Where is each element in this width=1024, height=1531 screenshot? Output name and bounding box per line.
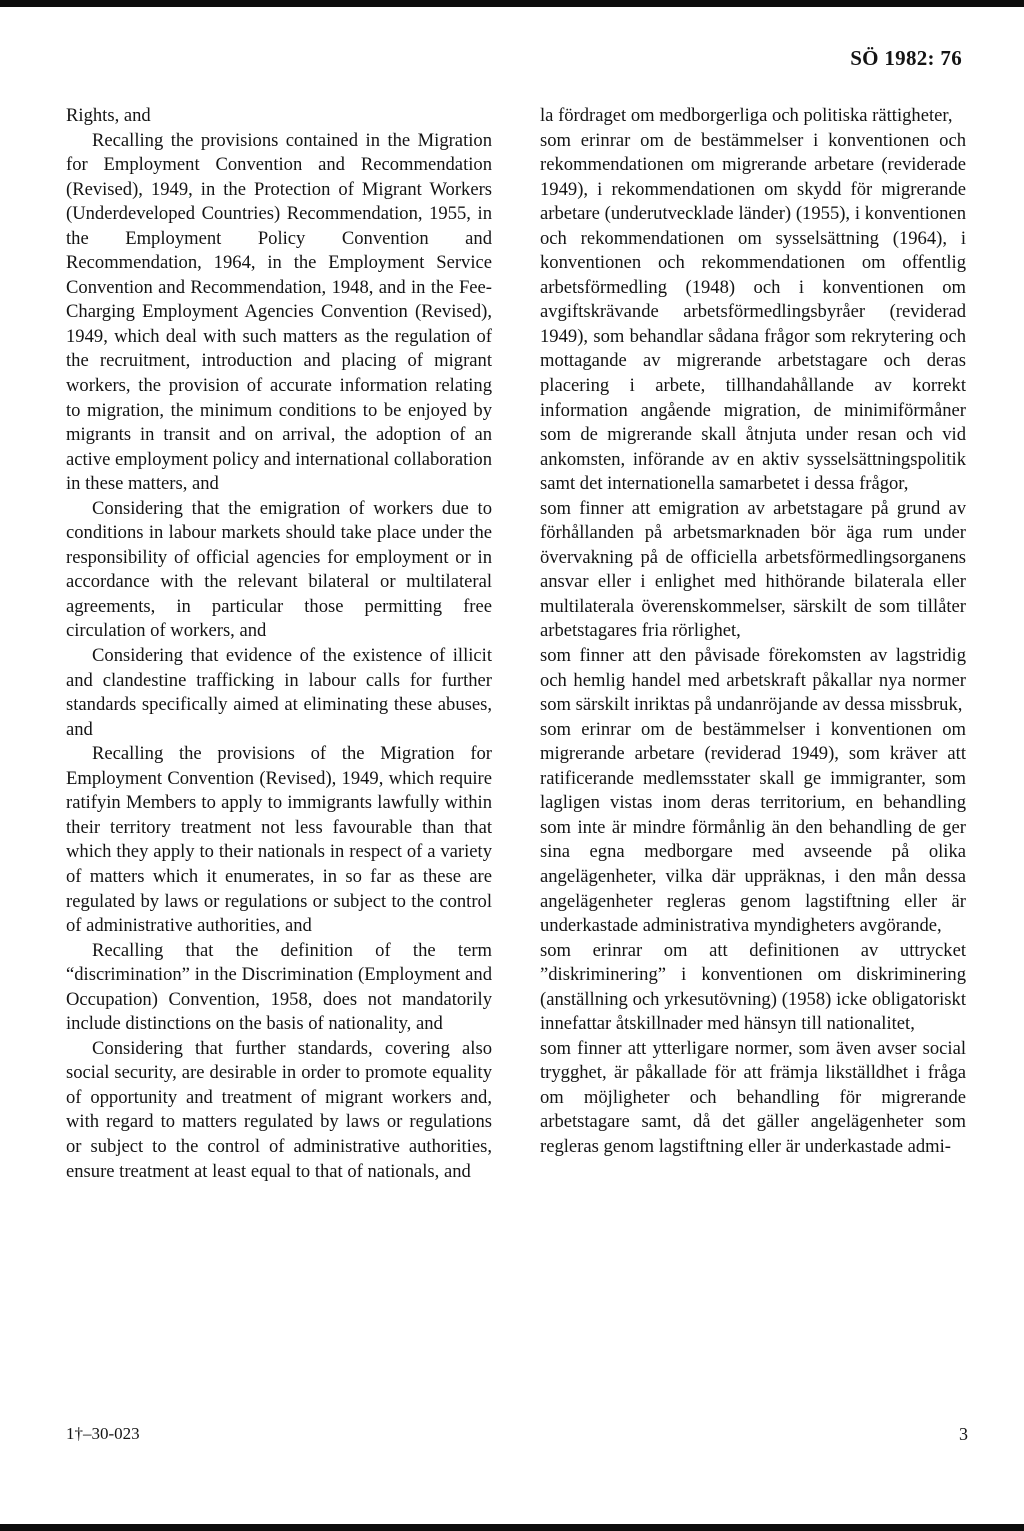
document-reference: SÖ 1982: 76 [850,46,962,70]
paragraph: som erinrar om de bestämmelser i konventionen och rekommendationen om migrerande arbetare (reviderade 1949), i rekommendationen om skydd för migrerande arbetare (underutvecklade länder) (1955), i konventionen och rekommendationen om sysselsättning (1964), i konventionen och rekommendationen om offentlig arbetsförmedling (1948) och i konventionen om avgiftskrävande arbetsförmedlingsbyråer (reviderad 1949), som behandlar sådana frågor som rekrytering och mottagande av migrerande arbetstagare och deras placering i arbete, tillhandahållande av korrekt information angående migration, de minimiförmåner som de migrerande skall åtnjuta under resan och vid ankomsten, införande av en aktiv sysselsättningspolitik samt det internationella samarbetet i dessa frågor, [540,129,966,495]
paragraph: Considering that further standards, covering also social security, are desirable in order to promote equality of opportunity and treatment of migrant workers and, with regard to matters regulated by laws or regulations or subject to the control of administrative authorities, ensure treatment at least equal to that of nationals, and [66,1037,492,1182]
page-number: 3 [959,1424,968,1444]
paragraph: som erinrar om att definitionen av uttrycket ”diskriminering” i konventionen om diskriminering (anställning och yrkesutövning) (1958) icke obligatoriskt innefattar åtskillnader med hänsyn till nationalitet, [540,939,966,1035]
print-code: 1†–30-023 [66,1424,140,1443]
paragraph: Considering that evidence of the existence of illicit and clandestine trafficking in labour calls for further standards specifically aimed at eliminating these abuses, and [66,645,492,740]
paragraph: som finner att emigration av arbetstagare på grund av förhållanden på arbetsmarknaden bör äga rum under övervakning på de officiella arbetsförmedlingsorganens ansvar eller i enlighet med hithörande bilaterala eller multilaterala överenskommelser, särskilt de som tillåter arbetstagares fria rörlighet, [540,497,966,642]
paragraph: Recalling the provisions of the Migration for Employment Convention (Revised), 1949, which require ratifyin Members to apply to immigrants lawfully within their territory treatment not less favourable than that which they apply to their nationals in respect of a variety of matters which it enumerates, in so far as these are regulated by laws or regulations or subject to the control of administrative authorities, and [66,743,492,937]
paragraph: som finner att ytterligare normer, som även avser social trygghet, är påkallade för att främja likställdhet i fråga om möjligheter och behandling för migrerande arbetstagare samt, då det gäller angelägenheter som regleras genom lagstiftning eller är underkastade admi- [540,1037,966,1157]
paragraph: som erinrar om de bestämmelser i konventionen om migrerande arbetare (reviderad 1949), som kräver att ratificerande medlemsstater skall ge immigranter, som lagligen vistas inom deras territorium, en behandling som inte är mindre förmånlig än den behandling de ger sina egna medborgare med avseende på olika angelägenheter, vilka där uppräknas, i den mån dessa angelägenheter regleras genom lagstiftning eller är underkastade administrativa myndigheters avgörande, [540,718,966,937]
paragraph: som finner att den påvisade förekomsten av lagstridig och hemlig handel med arbetskraft påkallar nya normer som särskilt inriktas på undanröjande av dessa missbruk, [540,645,966,716]
paragraph: Recalling that the definition of the term “discrimination” in the Discrimination (Employment and Occupation) Convention, 1958, does not mandatorily include distinctions on the basis of nationality, and [66,939,492,1035]
paragraph: Recalling the provisions contained in the Migration for Employment Convention and Recommendation (Revised), 1949, in the Protection of Migrant Workers (Underdeveloped Countries) Recommendation, 1955, in the Employment Policy Convention and Recommendation, 1964, in the Employment Service Convention and Recommendation, 1948, and in the Fee-Charging Employment Agencies Convention (Revised), 1949, which deal with such matters as the regulation of the recruitment, introduction and placing of migrant workers, the provision of accurate information relating to migration, the minimum conditions to be enjoyed by migrants in transit and on arrival, the adoption of an active employment policy and international collaboration in these matters, and [66,129,492,495]
paragraph: Considering that the emigration of workers due to conditions in labour markets should take place under the responsibility of official agencies for employment or in accordance with the relevant bilateral or multilateral agreements, in particular those permitting free circulation of workers, and [66,497,492,642]
paragraph: la fördraget om medborgerliga och politiska rättigheter, [540,105,953,126]
top-border [0,0,1024,7]
paragraph: Rights, and [66,105,151,126]
english-column [66,104,492,1184]
bottom-border [0,1524,1024,1531]
swedish-column [540,104,966,1160]
